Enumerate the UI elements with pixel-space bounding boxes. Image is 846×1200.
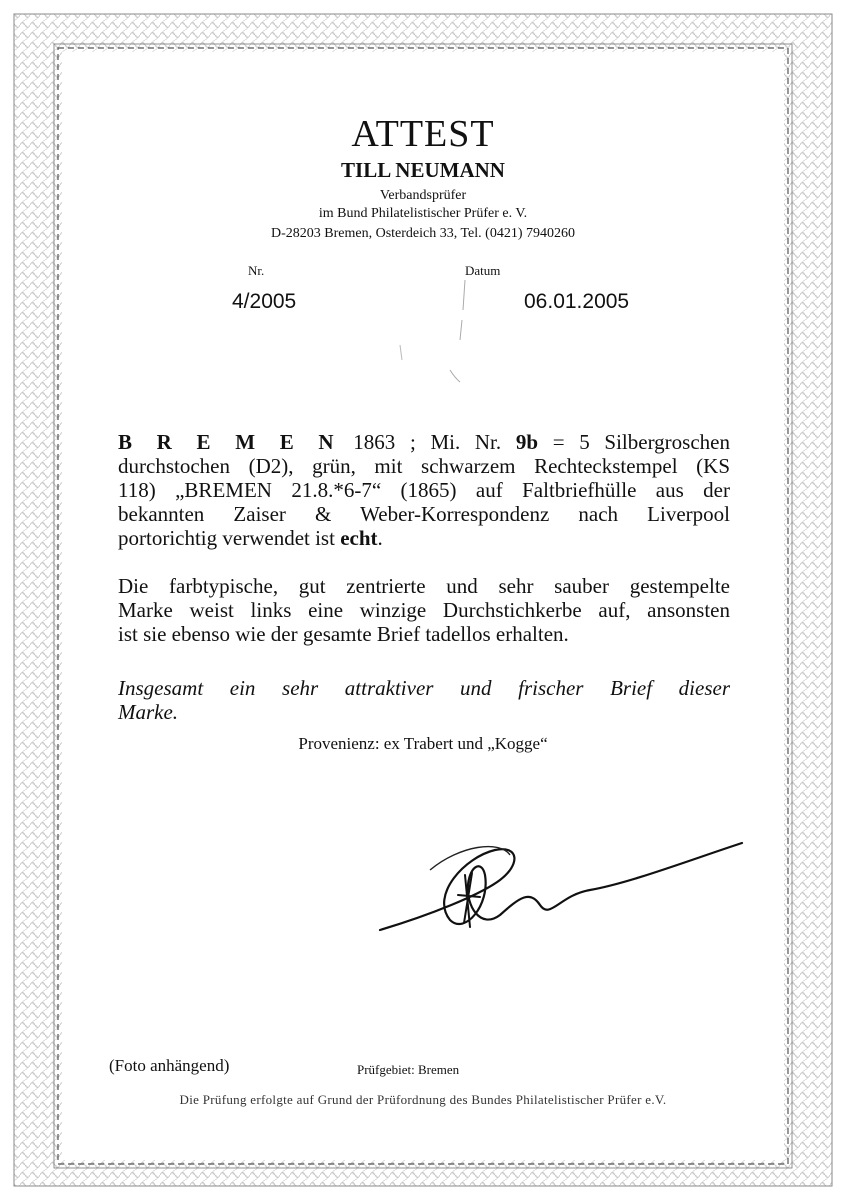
stamp-denomination: = 5 Silbergroschen xyxy=(538,430,730,454)
certificate-title: ATTEST xyxy=(351,113,495,155)
genuine-verdict: echt xyxy=(340,526,378,550)
condition-line-2: Marke weist links eine winzige Durchstichkerbe auf, ansonsten xyxy=(118,598,730,622)
examiner-name: TILL NEUMANN xyxy=(341,158,505,182)
description-line-2: durchstochen (D2), grün, mit schwarzem Rechteckstempel (KS xyxy=(118,454,730,478)
summary-paragraph xyxy=(118,676,730,724)
summary-line-2: Marke. xyxy=(118,700,179,724)
examination-notice: Die Prüfung erfolgte auf Grund der Prüfordnung des Bundes Philatelistischer Prüfer e.V. xyxy=(179,1092,667,1107)
photo-attached-note: (Foto anhängend) xyxy=(109,1056,230,1075)
examination-area: Prüfgebiet: Bremen xyxy=(357,1062,460,1077)
description-line-3: 118) „BREMEN 21.8.*6-7“ (1865) auf Faltbriefhülle aus der xyxy=(118,478,730,502)
examiner-signature xyxy=(370,835,750,945)
usage-text: portorichtig verwendet ist xyxy=(118,526,341,550)
description-line-1 xyxy=(118,430,730,454)
examiner-address: D-28203 Bremen, Osterdeich 33, Tel. (0421) 7940260 xyxy=(271,226,575,241)
stamp-issuer: B R E M E N xyxy=(118,430,339,454)
period: . xyxy=(377,526,383,550)
certificate-date: 06.01.2005 xyxy=(524,290,630,313)
examiner-role: Verbandsprüfer xyxy=(379,188,467,203)
number-label: Nr. xyxy=(248,263,265,278)
condition-line-1: Die farbtypische, gut zentrierte und sehr sauber gestempelte xyxy=(118,574,730,598)
date-label: Datum xyxy=(465,263,501,278)
certificate-number: 4/2005 xyxy=(232,290,297,313)
condition-line-3: ist sie ebenso wie der gesamte Brief tadellos erhalten. xyxy=(118,622,569,646)
summary-line-1: Insgesamt ein sehr attraktiver und frischer Brief dieser xyxy=(118,676,730,700)
provenance-note: Provenienz: ex Trabert und „Kogge“ xyxy=(298,734,548,753)
catalog-number: 9b xyxy=(515,430,539,454)
description-paragraph xyxy=(118,430,730,550)
examiner-association: im Bund Philatelistischer Prüfer e. V. xyxy=(318,206,528,221)
condition-paragraph xyxy=(118,574,730,646)
stamp-year-catalog: 1863 ; Mi. Nr. xyxy=(338,430,516,454)
description-line-5 xyxy=(118,526,730,550)
faint-stamp-marks xyxy=(380,270,500,390)
description-line-4: bekannten Zaiser & Weber-Korrespondenz nach Liverpool xyxy=(118,502,730,526)
